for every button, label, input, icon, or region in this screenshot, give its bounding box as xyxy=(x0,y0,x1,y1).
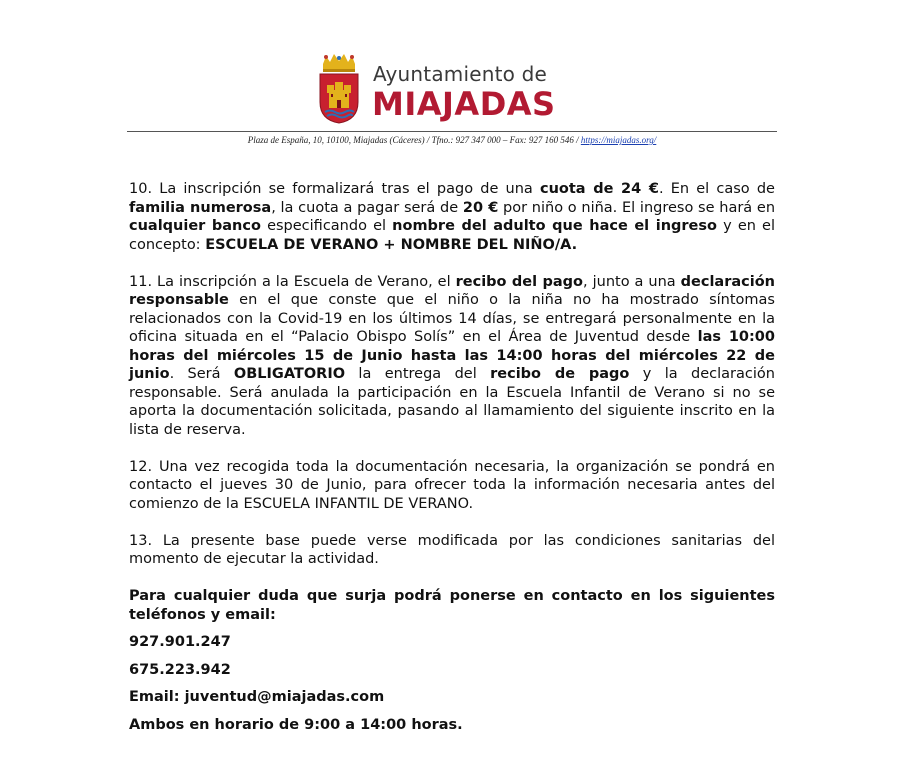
paragraph-12: 12. Una vez recogida toda la documentación necesaria, la organización se pondrá en contacto el jueves 30 de Junio, para ofrecer toda la información necesaria antes del comienzo de la ESCUELA INFANTIL DE VERANO. xyxy=(129,458,775,512)
p11-text-2: , junto a una xyxy=(583,273,681,290)
p11-bold-mandatory: OBLIGATORIO xyxy=(233,366,346,382)
p10-bold-concept: ESCUELA DE VERANO + NOMBRE DEL NIÑO/A. xyxy=(205,236,578,253)
address-text: Plaza de España, 10, 10100, Miajadas (Cáceres) / Tfno.: 927 347 000 – Fax: 927 160 546 / xyxy=(247,135,581,145)
p10-bold-payer-name: nombre del adulto que hace el ingreso xyxy=(392,218,717,234)
p11-text-3: en el que conste que el niño o la niña no ha mostrado síntomas relacionados con la Covid-19 en los últimos 14 días, se entregará personalmente en la oficina situada en el “Palacio Obispo Solís” en el Área de Juventud desde xyxy=(129,292,775,345)
p11-text-4: . Será xyxy=(169,366,234,382)
paragraph-13: 13. La presente base puede verse modificada por las condiciones sanitarias del momento de ejecutar la actividad. xyxy=(129,532,775,567)
p10-text-6: y en el concepto: xyxy=(129,218,776,253)
logo-line-ayuntamiento: Ayuntamiento de xyxy=(373,62,548,86)
p10-bold-large-family: familia numerosa xyxy=(129,199,272,216)
p10-text-3: , la cuota a pagar será de xyxy=(271,199,463,216)
contact-hours: Ambos en horario de 9:00 a 14:00 horas. xyxy=(129,716,463,733)
p11-bold-declaration: declaración responsable xyxy=(129,273,775,308)
letterhead xyxy=(0,0,905,150)
p10-text-4: por niño o niña. El ingreso se hará en xyxy=(498,199,776,216)
coat-of-arms-icon xyxy=(316,54,362,124)
paragraph-11 xyxy=(129,273,775,440)
p11-bold-dates: las 10:00 horas del miércoles 15 de Junio hasta las 14:00 horas del miércoles 22 de junio xyxy=(129,329,775,382)
header-address xyxy=(127,135,777,145)
header-divider xyxy=(127,131,777,132)
logo-line-miajadas: MIAJADAS xyxy=(372,85,556,123)
p10-bold-any-bank: cualquier banco xyxy=(129,218,261,234)
website-link[interactable]: https://miajadas.org/ xyxy=(580,135,657,145)
p10-bold-reduced-fee: 20 € xyxy=(462,199,499,216)
phone-number-2: 675.223.942 xyxy=(129,661,231,678)
p10-text-2: . En el caso de xyxy=(658,181,775,197)
p11-bold-payment-receipt: recibo de pago xyxy=(490,366,630,382)
document-body xyxy=(129,180,775,743)
p11-text-6: y la declaración responsable. Será anulada la participación en la Escuela Infantil de Verano si no se aporta la documentación solicitada, pasando al llamamiento del siguiente inscrito en la lista de reserva. xyxy=(129,366,775,438)
p11-bold-receipt: recibo del pago xyxy=(455,273,584,290)
p10-text-5: especificando el xyxy=(260,218,393,234)
p10-text-1: 10. La inscripción se formalizará tras el pago de una xyxy=(129,181,540,197)
contact-intro: Para cualquier duda que surja podrá ponerse en contacto en los siguientes teléfonos y email: xyxy=(129,588,775,623)
p10-bold-fee: cuota de 24 € xyxy=(540,181,659,197)
p11-text-1: 11. La inscripción a la Escuela de Verano, el xyxy=(129,273,456,290)
paragraph-10 xyxy=(129,180,775,254)
phone-number-1: 927.901.247 xyxy=(129,634,231,650)
p11-text-5: la entrega del xyxy=(345,366,491,382)
contact-email: Email: juventud@miajadas.com xyxy=(129,689,385,705)
